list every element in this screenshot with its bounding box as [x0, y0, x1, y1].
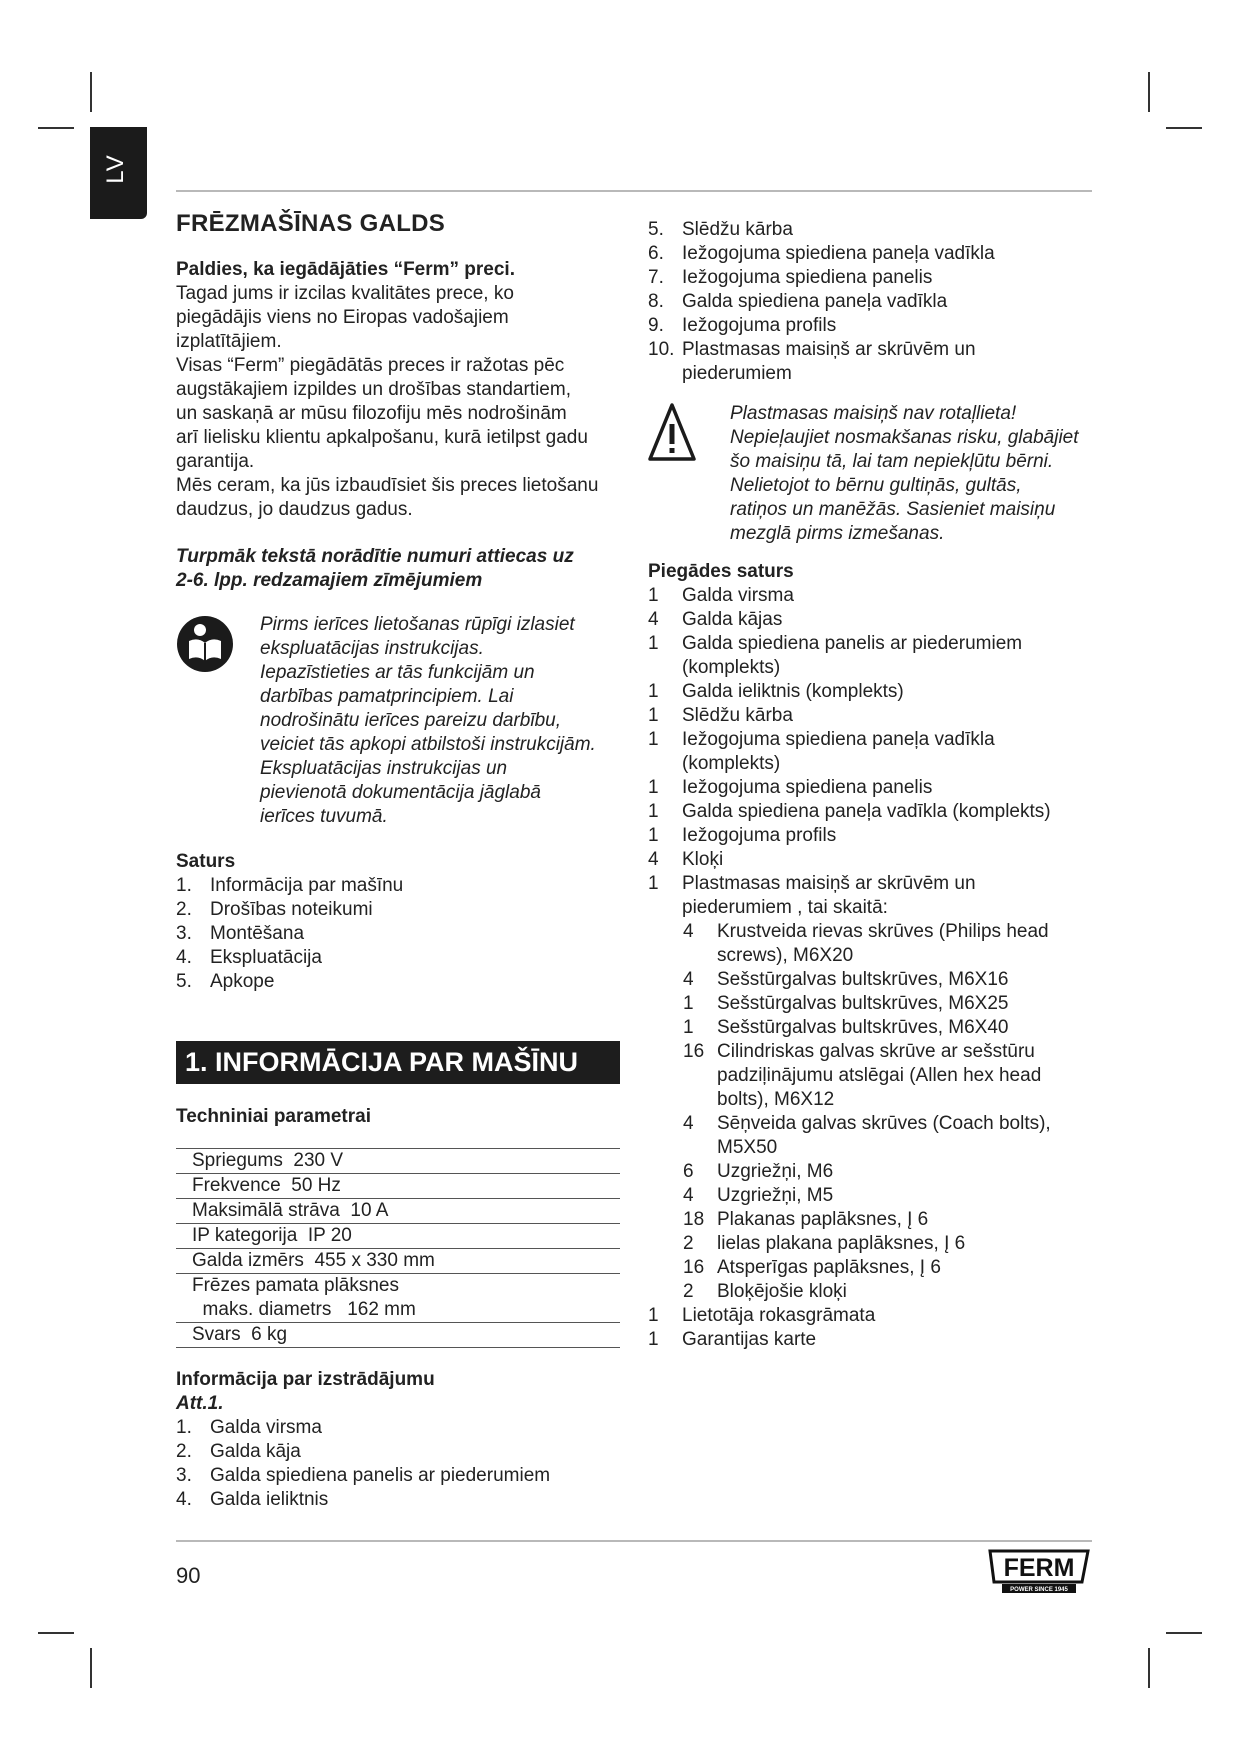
- section-1-heading: 1. INFORMĀCIJA PAR MAŠĪNU: [176, 1041, 620, 1084]
- manual-note-line: ierīces tuvumā.: [260, 806, 388, 827]
- delivery-subitem-number: 4: [683, 1185, 694, 1206]
- part-item-text: Iežogojuma spiediena paneļa vadīkla: [682, 243, 995, 264]
- part-item: [648, 266, 1098, 290]
- crop-mark: [1148, 72, 1150, 112]
- delivery-item-text: (komplekts): [682, 657, 781, 678]
- part-item: [648, 314, 1098, 338]
- delivery-item: [648, 728, 1098, 752]
- specs-table: [176, 1148, 620, 1348]
- page-title: FRĒZMAŠĪNAS GALDS: [176, 210, 446, 237]
- contents-item: [176, 970, 636, 994]
- contents-list: [176, 874, 636, 994]
- warning-line: šo maisiņu tā, lai tam nepiekļūtu bērni.: [730, 451, 1054, 472]
- delivery-item-number: 1: [648, 1329, 659, 1350]
- delivery-item: [648, 632, 1098, 656]
- spec-row: Spriegums 230 V: [176, 1149, 620, 1174]
- delivery-subitem: [683, 1160, 1098, 1184]
- delivery-item-number: [648, 656, 682, 680]
- delivery-subitem-text: Atsperīgas paplāksnes, Į 6: [717, 1257, 941, 1278]
- delivery-item-text: piederumiem , tai skaitā:: [682, 897, 888, 918]
- delivery-subitem-text: Krustveida rievas skrūves (Philips head: [717, 921, 1049, 942]
- manual-note: [176, 613, 636, 829]
- delivery-subitem: [683, 1040, 1098, 1064]
- delivery-subitems-list: [683, 920, 1098, 1304]
- part-item: [648, 290, 1098, 314]
- part-item-number: 4.: [176, 1489, 192, 1510]
- page-number: 90: [176, 1563, 201, 1588]
- delivery-item-number: 4: [648, 609, 659, 630]
- contents-item-number: 5.: [176, 971, 192, 992]
- part-item-number: 6.: [648, 243, 664, 264]
- delivery-subitem-text: Uzgriežņi, M6: [717, 1161, 834, 1182]
- part-item-text: Galda ieliktnis: [210, 1489, 329, 1510]
- delivery-subitem-number: 16: [683, 1041, 705, 1062]
- delivery-item-number: [648, 896, 682, 920]
- crop-mark: [1148, 1648, 1150, 1688]
- manual-note-line: ekspluatācijas instrukcijas.: [260, 638, 484, 659]
- delivery-subitem-text: screws), M6X20: [717, 945, 854, 966]
- spec-row: Frēzes pamata plāksnes: [192, 1275, 399, 1296]
- delivery-item-number: 1: [648, 825, 659, 846]
- contents-item-text: Apkope: [210, 971, 275, 992]
- manual-note-line: darbības pamatprincipiem. Lai: [260, 686, 514, 707]
- part-item-text: Plastmasas maisiņš ar skrūvēm un: [682, 339, 976, 360]
- part-item-number: 7.: [648, 267, 664, 288]
- contents-item: [176, 898, 636, 922]
- warning-icon: [648, 402, 696, 464]
- delivery-subitem-text: Sešstūrgalvas bultskrūves, M6X16: [717, 969, 1009, 990]
- part-item-number: 8.: [648, 291, 664, 312]
- delivery-list: [648, 584, 1098, 920]
- delivery-item: [648, 896, 1098, 920]
- left-column: [176, 212, 636, 994]
- delivery-item-text: Iežogojuma spiediena paneļa vadīkla: [682, 729, 995, 750]
- manual-note-line: pievienotā dokumentācija jāglabā: [260, 782, 541, 803]
- delivery-subitem: [683, 1280, 1098, 1304]
- part-item-number: 9.: [648, 315, 664, 336]
- intro-line: Tagad jums ir izcilas kvalitātes prece, ko: [176, 283, 514, 304]
- delivery-subitem: [683, 1136, 1098, 1160]
- delivery-subitem: [683, 1064, 1098, 1088]
- delivery-item-text: Plastmasas maisiņš ar skrūvēm un: [682, 873, 976, 894]
- intro-line: Visas “Ferm” piegādātās preces ir ražotas pēc: [176, 355, 565, 376]
- delivery-item-text: Iežogojuma profils: [682, 825, 837, 846]
- parts-list-continued: [648, 218, 1098, 386]
- spec-row: Frekvence 50 Hz: [176, 1174, 620, 1199]
- delivery-subitem: [683, 968, 1098, 992]
- delivery-subitem: [683, 1232, 1098, 1256]
- delivery-subitem-text: lielas plakana paplāksnes, Į 6: [717, 1233, 966, 1254]
- bottom-rule: [176, 1540, 1092, 1542]
- part-item-text: Galda spiediena paneļa vadīkla: [682, 291, 948, 312]
- spec-row: Galda izmērs 455 x 330 mm: [176, 1249, 620, 1274]
- spec-row: Maksimālā strāva 10 A: [176, 1199, 620, 1224]
- delivery-subitem-number: 4: [683, 1113, 694, 1134]
- delivery-item-text: Kloķi: [682, 849, 724, 870]
- manual-note-line: nodrošinātu ierīces pareizu darbību,: [260, 710, 562, 731]
- delivery-item: [648, 776, 1098, 800]
- delivery-subitem-text: Uzgriežņi, M5: [717, 1185, 834, 1206]
- reference-line: Turpmāk tekstā norādītie numuri attiecas uz: [176, 546, 574, 567]
- language-label: LV: [102, 154, 129, 184]
- delivery-subitem-number: [683, 1064, 717, 1088]
- spec-row: maks. diametrs 162 mm: [176, 1298, 620, 1323]
- delivery-list-tail: [648, 1304, 1098, 1352]
- delivery-subitem: [683, 1088, 1098, 1112]
- part-item-text: Slēdžu kārba: [682, 219, 793, 240]
- part-item-text: Iežogojuma profils: [682, 315, 837, 336]
- part-item: [176, 1416, 620, 1440]
- contents-item-number: 2.: [176, 899, 192, 920]
- delivery-subitem-text: bolts), M6X12: [717, 1089, 835, 1110]
- part-item-text: Galda kāja: [210, 1441, 301, 1462]
- contents-item-text: Ekspluatācija: [210, 947, 322, 968]
- left-column-lower: [176, 1105, 620, 1512]
- technical-parameters-heading: Techniniai parametrai: [176, 1106, 371, 1127]
- delivery-item-number: 1: [648, 777, 659, 798]
- warning-line: Plastmasas maisiņš nav rotaļlieta!: [730, 403, 1017, 424]
- contents-item-text: Informācija par mašīnu: [210, 875, 404, 896]
- delivery-item: [648, 608, 1098, 632]
- crop-mark: [90, 1648, 92, 1688]
- delivery-subitem-text: Sešstūrgalvas bultskrūves, M6X25: [717, 993, 1009, 1014]
- delivery-subitem-number: 4: [683, 969, 694, 990]
- manual-note-line: veiciet tās apkopi atbilstoši instrukcijām.: [260, 734, 596, 755]
- delivery-item-text: Slēdžu kārba: [682, 705, 793, 726]
- delivery-item-number: 1: [648, 681, 659, 702]
- part-item-text: Iežogojuma spiediena panelis: [682, 267, 933, 288]
- delivery-item: [648, 584, 1098, 608]
- product-info-heading: Informācija par izstrādājumu: [176, 1369, 435, 1390]
- intro-line: daudzus, jo daudzus gadus.: [176, 499, 413, 520]
- delivery-item-text: Garantijas karte: [682, 1329, 817, 1350]
- delivery-subitem: [683, 992, 1098, 1016]
- delivery-subitem-text: Plakanas paplāksnes, Į 6: [717, 1209, 929, 1230]
- logo-text: FERM: [1003, 1554, 1075, 1582]
- logo-tagline: POWER SINCE 1945: [1010, 1587, 1068, 1593]
- manual-note-line: Pirms ierīces lietošanas rūpīgi izlasiet: [260, 614, 575, 635]
- manual-note-line: Iepazīstieties ar tās funkcijām un: [260, 662, 535, 683]
- part-item-number: 1.: [176, 1417, 192, 1438]
- delivery-item-text: Galda virsma: [682, 585, 794, 606]
- delivery-item-number: 1: [648, 729, 659, 750]
- contents-item-number: 1.: [176, 875, 192, 896]
- part-item: [176, 1440, 620, 1464]
- delivery-subitem-text: Bloķējošie kloķi: [717, 1281, 847, 1302]
- delivery-subitem-text: M5X50: [717, 1137, 778, 1158]
- contents-item-text: Drošības noteikumi: [210, 899, 373, 920]
- crop-mark: [1166, 1632, 1202, 1634]
- part-item-number: [648, 362, 682, 386]
- warning-line: ratiņos un manēžās. Sasieniet maisiņu: [730, 499, 1056, 520]
- intro-line: un saskaņā ar mūsu filozofiju mēs nodrošinām: [176, 403, 567, 424]
- intro-line: augstākajiem izpildes un drošības standartiem,: [176, 379, 571, 400]
- delivery-item-text: Galda ieliktnis (komplekts): [682, 681, 904, 702]
- part-item-text: piederumiem: [682, 363, 792, 384]
- delivery-subitem-number: 18: [683, 1209, 705, 1230]
- delivery-subitem: [683, 1184, 1098, 1208]
- delivery-item-number: 1: [648, 633, 659, 654]
- crop-mark: [38, 127, 74, 129]
- delivery-item-number: 1: [648, 585, 659, 606]
- part-item-number: 3.: [176, 1465, 192, 1486]
- part-item: [176, 1488, 620, 1512]
- intro-line: garantija.: [176, 451, 255, 472]
- crop-mark: [38, 1632, 74, 1634]
- part-item: [648, 362, 1098, 386]
- part-item-number: 10.: [648, 339, 675, 360]
- part-item-text: Galda virsma: [210, 1417, 322, 1438]
- spec-row: Svars 6 kg: [176, 1323, 620, 1348]
- crop-mark: [1166, 127, 1202, 129]
- part-item-text: Galda spiediena panelis ar piederumiem: [210, 1465, 551, 1486]
- delivery-subitem-number: [683, 1136, 717, 1160]
- delivery-item: [648, 704, 1098, 728]
- delivery-heading: Piegādes saturs: [648, 561, 794, 582]
- delivery-subitem: [683, 1016, 1098, 1040]
- delivery-subitem-number: 6: [683, 1161, 694, 1182]
- manual-note-line: Ekspluatācijas instrukcijas un: [260, 758, 508, 779]
- delivery-subitem-text: Sešstūrgalvas bultskrūves, M6X40: [717, 1017, 1009, 1038]
- delivery-subitem: [683, 1112, 1098, 1136]
- warning-line: mezglā pirms izmešanas.: [730, 523, 945, 544]
- language-tab: [90, 127, 147, 219]
- delivery-item-text: Galda spiediena paneļa vadīkla (komplekts): [682, 801, 1051, 822]
- delivery-subitem-number: 1: [683, 1017, 694, 1038]
- figure-label: Att.1.: [176, 1393, 224, 1414]
- part-item: [176, 1464, 620, 1488]
- parts-list: [176, 1416, 620, 1512]
- part-item: [648, 218, 1098, 242]
- figure-reference-note: [176, 545, 636, 593]
- delivery-item: [648, 824, 1098, 848]
- warning-note: [648, 402, 1098, 546]
- delivery-subitem: [683, 1208, 1098, 1232]
- delivery-subitem: [683, 920, 1098, 944]
- delivery-subitem-number: 16: [683, 1257, 705, 1278]
- delivery-subitem-text: Cilindriskas galvas skrūve ar sešstūru: [717, 1041, 1035, 1062]
- reference-line: 2-6. lpp. redzamajiem zīmējumiem: [176, 570, 483, 591]
- delivery-subitem-text: padziļinājumu atslēgai (Allen hex head: [717, 1065, 1042, 1086]
- delivery-item: [648, 680, 1098, 704]
- delivery-item-text: Galda spiediena panelis ar piederumiem: [682, 633, 1023, 654]
- delivery-item-number: 1: [648, 801, 659, 822]
- contents-item: [176, 946, 636, 970]
- intro-text: [176, 282, 636, 522]
- delivery-item-text: Lietotāja rokasgrāmata: [682, 1305, 876, 1326]
- contents-item-number: 3.: [176, 923, 192, 944]
- delivery-subitem-number: 2: [683, 1281, 694, 1302]
- intro-line: piegādājis viens no Eiropas vadošajiem: [176, 307, 509, 328]
- delivery-item-number: 1: [648, 873, 659, 894]
- contents-item-text: Montēšana: [210, 923, 305, 944]
- contents-item: [176, 922, 636, 946]
- delivery-item: [648, 1304, 1098, 1328]
- delivery-subitem: [683, 944, 1098, 968]
- delivery-item: [648, 872, 1098, 896]
- delivery-item: [648, 848, 1098, 872]
- delivery-item-text: Galda kājas: [682, 609, 783, 630]
- warning-line: Nepieļaujiet nosmakšanas risku, glabājiet: [730, 427, 1079, 448]
- delivery-item: [648, 800, 1098, 824]
- top-rule: [176, 190, 1092, 192]
- spec-row: IP kategorija IP 20: [176, 1224, 620, 1249]
- delivery-item-number: 1: [648, 705, 659, 726]
- delivery-item: [648, 1328, 1098, 1352]
- intro-line: Mēs ceram, ka jūs izbaudīsiet šis preces lietošanu: [176, 475, 599, 496]
- delivery-item-number: [648, 752, 682, 776]
- delivery-item: [648, 752, 1098, 776]
- delivery-subitem: [683, 1256, 1098, 1280]
- delivery-subitem-number: [683, 944, 717, 968]
- part-item: [648, 242, 1098, 266]
- delivery-item-text: Iežogojuma spiediena panelis: [682, 777, 933, 798]
- thanks-heading: Paldies, ka iegādājāties “Ferm” preci.: [176, 259, 515, 280]
- contents-heading: Saturs: [176, 851, 236, 872]
- delivery-subitem-number: [683, 1088, 717, 1112]
- warning-line: Nelietojot to bērnu gultiņās, gultās,: [730, 475, 1022, 496]
- part-item: [648, 338, 1098, 362]
- delivery-subitem-number: 2: [683, 1233, 694, 1254]
- delivery-item-number: 4: [648, 849, 659, 870]
- crop-mark: [90, 72, 92, 112]
- read-manual-icon: [176, 615, 234, 673]
- contents-item-number: 4.: [176, 947, 192, 968]
- intro-line: izplatītājiem.: [176, 331, 282, 352]
- delivery-subitem-number: 1: [683, 993, 694, 1014]
- delivery-subitem-text: Sēņveida galvas skrūves (Coach bolts),: [717, 1113, 1051, 1134]
- delivery-item-number: 1: [648, 1305, 659, 1326]
- intro-line: arī lielisku klientu apkalpošanu, kurā ietilpst gadu: [176, 427, 588, 448]
- part-item-number: 2.: [176, 1441, 192, 1462]
- part-item-number: 5.: [648, 219, 664, 240]
- delivery-item-text: (komplekts): [682, 753, 781, 774]
- right-column: [648, 218, 1098, 1352]
- contents-item: [176, 874, 636, 898]
- ferm-logo: [986, 1548, 1092, 1594]
- delivery-subitem-number: 4: [683, 921, 694, 942]
- delivery-item: [648, 656, 1098, 680]
